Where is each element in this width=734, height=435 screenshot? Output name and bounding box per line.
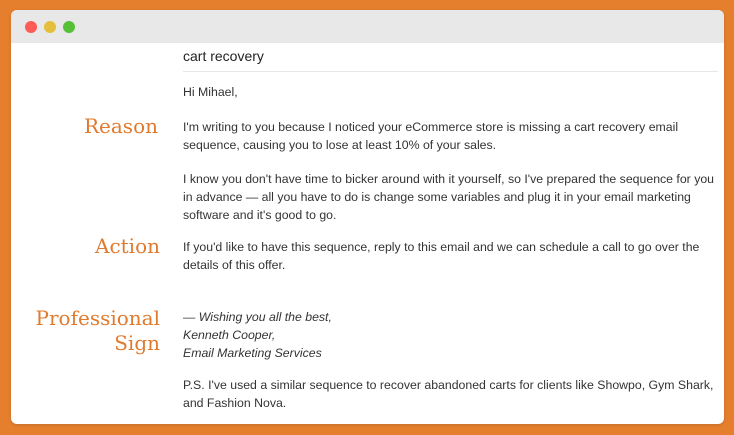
annotation-professional-line1: Professional [35, 306, 160, 330]
signature-name: Kenneth Cooper, [183, 328, 276, 342]
minimize-window-button[interactable] [44, 21, 56, 33]
maximize-window-button[interactable] [63, 21, 75, 33]
email-postscript: P.S. I've used a similar sequence to recover abandoned carts for clients like Showpo, Gym Shark, and Fashion Nova. [183, 378, 714, 410]
email-subject: cart recovery [183, 48, 264, 64]
annotation-professional-line2: Sign [114, 331, 160, 355]
subject-divider [183, 71, 718, 72]
signature-title: Email Marketing Services [183, 346, 322, 360]
email-paragraph-offer: I know you don't have time to bicker around with it yourself, so I've prepared the sequence for you in advance — all you have to do is change some variables and plug it in your email marketing software and it's good to go. [183, 172, 715, 222]
email-paragraph-action: If you'd like to have this sequence, reply to this email and we can schedule a call to go over the details of this offer. [183, 240, 700, 272]
email-greeting: Hi Mihael, [183, 85, 238, 99]
annotation-reason: Reason [83, 114, 158, 138]
window-titlebar [11, 10, 724, 43]
email-window [11, 10, 724, 424]
signoff-line: — Wishing you all the best, [183, 310, 332, 324]
close-window-button[interactable] [25, 21, 37, 33]
annotation-action: Action [95, 234, 160, 258]
annotation-professional-sign [36, 306, 160, 356]
email-paragraph-reason: I'm writing to you because I noticed your eCommerce store is missing a cart recovery email sequence, causing you to lose at least 10% of your sales. [183, 120, 679, 152]
email-signature [183, 308, 723, 362]
